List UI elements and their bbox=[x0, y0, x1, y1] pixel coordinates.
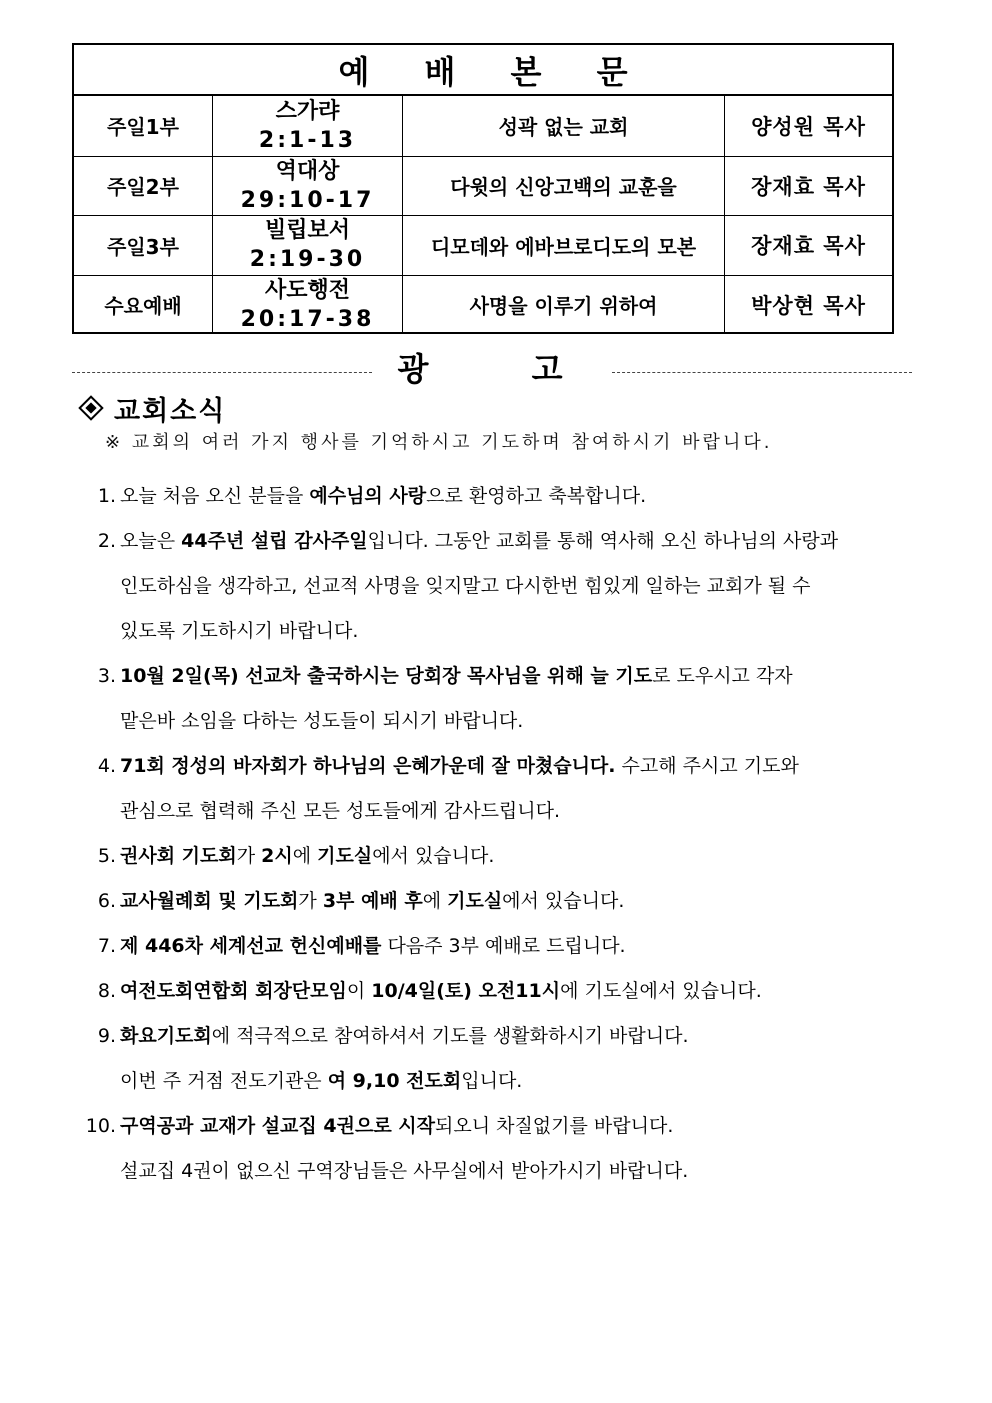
item-number: 8. bbox=[97, 980, 116, 1002]
scripture-row bbox=[74, 96, 892, 156]
bible-passage bbox=[212, 96, 402, 156]
diamond-bullet-icon bbox=[78, 395, 103, 420]
item-text bbox=[120, 834, 494, 879]
item-number: 6. bbox=[97, 890, 116, 912]
item-text-emphasis: 71회 정성의 바자회가 하나님의 은혜가운데 잘 마쳤습니다. bbox=[120, 755, 616, 777]
dashed-rule-left bbox=[72, 372, 372, 373]
item-text-segment: 수고해 주시고 기도와 bbox=[615, 755, 799, 777]
item-text-segment: 다음주 3부 예배로 드립니다. bbox=[381, 935, 626, 957]
item-text-segment: 맡은바 소임을 다하는 성도들이 되시기 바랍니다. bbox=[120, 710, 524, 732]
announcement-item bbox=[72, 924, 932, 969]
sermon-title: 디모데와 에바브로디도의 모본 bbox=[402, 216, 724, 275]
item-text-segment: 관심으로 협력해 주신 모든 성도들에게 감사드립니다. bbox=[120, 800, 561, 822]
announcement-item-continuation bbox=[72, 699, 932, 744]
item-text-emphasis: 화요기도회 bbox=[120, 1025, 212, 1047]
item-text-emphasis: 기도실 bbox=[317, 845, 373, 867]
item-text-segment: 인도하심을 생각하고, 선교적 사명을 잊지말고 다시한번 힘있게 일하는 교회가 될 수 bbox=[120, 575, 811, 597]
item-text bbox=[120, 699, 523, 744]
item-text-emphasis: 구역공과 교재가 설교집 4권으로 시작 bbox=[120, 1115, 435, 1137]
church-news-heading bbox=[78, 388, 226, 428]
item-text-emphasis: 2시 bbox=[261, 845, 293, 867]
item-text-segment: 있도록 기도하시기 바랍니다. bbox=[120, 620, 359, 642]
item-text bbox=[120, 969, 762, 1014]
scripture-row bbox=[74, 275, 892, 335]
announcement-item-continuation bbox=[72, 609, 932, 654]
bible-passage bbox=[212, 216, 402, 275]
item-text bbox=[120, 879, 624, 924]
item-text-segment: 설교집 4권이 없으신 구역장님들은 사무실에서 받아가시기 바랍니다. bbox=[120, 1160, 689, 1182]
announcement-item bbox=[72, 834, 932, 879]
item-text-segment: 에 적극적으로 참여하셔서 기도를 생활화하시기 바랍니다. bbox=[211, 1025, 689, 1047]
scripture-table bbox=[72, 43, 894, 334]
item-text bbox=[120, 1014, 689, 1059]
announcement-item-continuation bbox=[72, 564, 932, 609]
item-number: 4. bbox=[97, 755, 116, 777]
item-text bbox=[120, 1104, 673, 1149]
item-text-emphasis: 기도실 bbox=[447, 890, 503, 912]
item-text bbox=[120, 789, 560, 834]
verse-range: 2:19-30 bbox=[249, 247, 366, 273]
item-number: 9. bbox=[97, 1025, 116, 1047]
announcement-item-continuation bbox=[72, 789, 932, 834]
announcement-item-continuation bbox=[72, 1059, 932, 1104]
item-text-emphasis: 권사회 기도회 bbox=[120, 845, 237, 867]
item-number: 5. bbox=[97, 845, 116, 867]
service-name: 주일3부 bbox=[107, 234, 179, 259]
scripture-row bbox=[74, 215, 892, 275]
church-news-note: ※ 교회의 여러 가지 행사를 기억하시고 기도하며 참여하시기 바랍니다. bbox=[105, 432, 773, 453]
item-text bbox=[120, 924, 626, 969]
book-name: 사도행전 bbox=[264, 277, 350, 303]
bible-passage bbox=[212, 276, 402, 335]
service-name: 주일2부 bbox=[107, 175, 179, 200]
item-text-segment: 가 bbox=[236, 845, 262, 867]
item-number: 10. bbox=[85, 1115, 116, 1137]
item-number: 7. bbox=[97, 935, 116, 957]
item-text-segment: 으로 환영하고 축복합니다. bbox=[426, 485, 647, 507]
announcement-item bbox=[72, 879, 932, 924]
item-text bbox=[120, 1149, 688, 1194]
item-text-emphasis: 3부 예배 후 bbox=[322, 890, 423, 912]
item-text bbox=[120, 519, 838, 564]
item-number: 3. bbox=[97, 665, 116, 687]
preacher-name: 박상현 목사 bbox=[724, 276, 892, 335]
item-text-segment: 에서 있습니다. bbox=[502, 890, 625, 912]
item-text bbox=[120, 474, 646, 519]
item-text-segment: 에 bbox=[292, 845, 318, 867]
sermon-title: 성곽 없는 교회 bbox=[402, 96, 724, 156]
item-text bbox=[120, 1059, 522, 1104]
service-name: 수요예배 bbox=[104, 294, 182, 319]
item-text-segment: 이 bbox=[346, 980, 372, 1002]
item-text bbox=[120, 609, 358, 654]
verse-range: 29:10-17 bbox=[240, 187, 375, 213]
dashed-rule-right bbox=[612, 372, 912, 373]
item-text-segment: 오늘 처음 오신 분들을 bbox=[120, 485, 310, 507]
item-text-segment: 입니다. 그동안 교회를 통해 역사해 오신 하나님의 사랑과 bbox=[367, 530, 839, 552]
announcement-item bbox=[72, 654, 932, 699]
item-text-segment: 에 bbox=[422, 890, 448, 912]
scripture-row bbox=[74, 156, 892, 216]
scripture-title: 예 배 본 문 bbox=[74, 45, 892, 96]
announcement-item bbox=[72, 744, 932, 789]
scripture-rows bbox=[74, 96, 892, 334]
verse-range: 2:1-13 bbox=[258, 127, 357, 153]
verse-range: 20:17-38 bbox=[240, 306, 375, 332]
item-text-segment: 에서 있습니다. bbox=[372, 845, 495, 867]
item-text-emphasis: 10월 2일(목) 선교차 출국하시는 당회장 목사님을 위해 늘 기도 bbox=[120, 665, 653, 687]
item-text-emphasis: 여전도회연합회 회장단모임 bbox=[120, 980, 347, 1002]
announcement-item bbox=[72, 519, 932, 564]
sermon-title: 사명을 이루기 위하여 bbox=[402, 276, 724, 335]
announcement-list bbox=[72, 474, 932, 1194]
item-text bbox=[120, 654, 793, 699]
item-text-segment: 에 기도실에서 있습니다. bbox=[560, 980, 762, 1002]
announcement-item bbox=[72, 969, 932, 1014]
item-number: 2. bbox=[97, 530, 116, 552]
item-text-segment: 오늘은 bbox=[120, 530, 182, 552]
preacher-name: 양성원 목사 bbox=[724, 96, 892, 156]
item-text-emphasis: 여 9,10 전도회 bbox=[327, 1070, 462, 1092]
item-text-emphasis: 제 446차 세계선교 헌신예배를 bbox=[120, 935, 382, 957]
service-name: 주일1부 bbox=[107, 115, 179, 140]
item-text bbox=[120, 564, 810, 609]
announcement-item bbox=[72, 1104, 932, 1149]
announcement-item-continuation bbox=[72, 1149, 932, 1194]
announcement-item bbox=[72, 474, 932, 519]
item-text-segment: 이번 주 거점 전도기관은 bbox=[120, 1070, 328, 1092]
item-text-segment: 로 도우시고 각자 bbox=[652, 665, 793, 687]
item-text bbox=[120, 744, 799, 789]
bible-passage bbox=[212, 157, 402, 216]
book-name: 역대상 bbox=[275, 158, 340, 184]
announcement-divider bbox=[72, 345, 912, 389]
item-text-segment: 되오니 차질없기를 바랍니다. bbox=[435, 1115, 674, 1137]
announcement-item bbox=[72, 1014, 932, 1059]
preacher-name: 장재효 목사 bbox=[724, 157, 892, 216]
item-text-emphasis: 44주년 설립 감사주일 bbox=[181, 530, 368, 552]
item-text-emphasis: 10/4일(토) 오전11시 bbox=[371, 980, 561, 1002]
announcement-title: 광 고 bbox=[397, 350, 609, 388]
preacher-name: 장재효 목사 bbox=[724, 216, 892, 275]
item-text-emphasis: 교사월례회 및 기도회 bbox=[120, 890, 299, 912]
book-name: 빌립보서 bbox=[264, 218, 350, 244]
item-number: 1. bbox=[97, 485, 116, 507]
sermon-title: 다윗의 신앙고백의 교훈을 bbox=[402, 157, 724, 216]
book-name: 스가랴 bbox=[275, 98, 340, 124]
church-news-title: 교회소식 bbox=[114, 395, 227, 427]
item-text-emphasis: 예수님의 사랑 bbox=[309, 485, 427, 507]
item-text-segment: 가 bbox=[298, 890, 323, 912]
item-text-segment: 입니다. bbox=[461, 1070, 523, 1092]
